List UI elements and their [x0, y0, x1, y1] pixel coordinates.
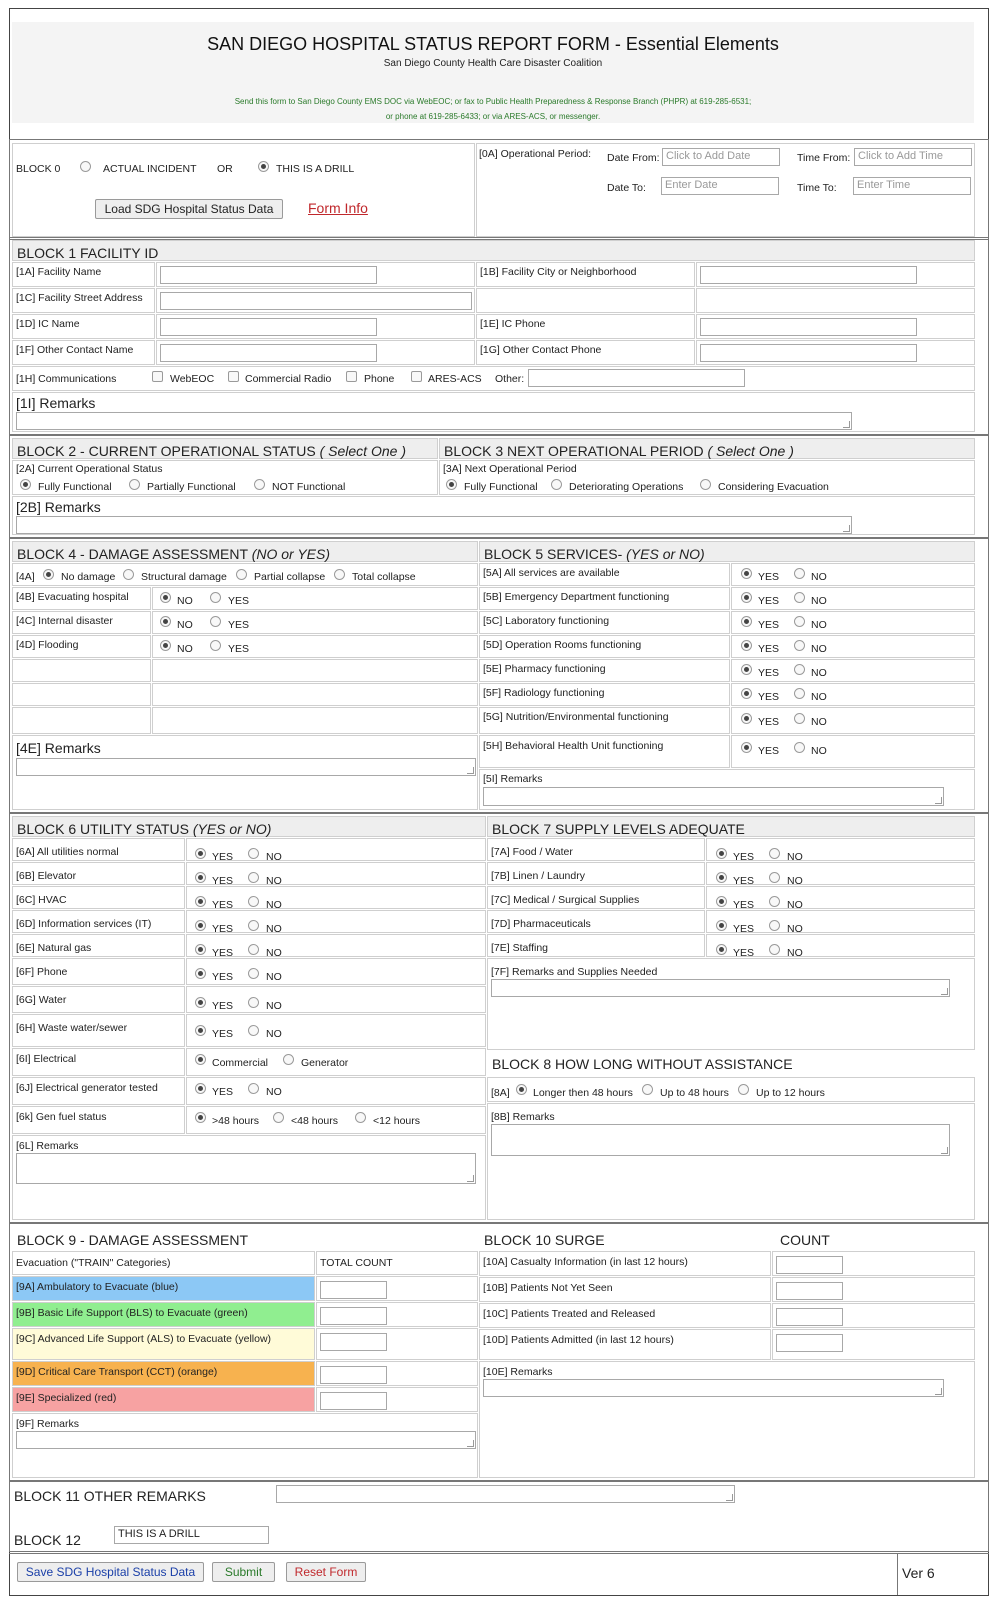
row-4d-no-label: NO — [177, 643, 193, 655]
other-contact-phone-input[interactable] — [700, 344, 917, 362]
commercial-radio-label: Commercial Radio — [245, 373, 332, 385]
row-6c-yes-label: YES — [212, 899, 234, 911]
row-9a-count-input[interactable] — [320, 1281, 387, 1299]
up-to-12-radio[interactable] — [738, 1084, 749, 1095]
remarks-5i-textarea[interactable] — [483, 787, 944, 806]
remarks-1i-textarea[interactable] — [16, 412, 852, 430]
row-9b-count-input[interactable] — [320, 1307, 387, 1325]
other-comm-input[interactable] — [528, 369, 745, 387]
row-6a-no-radio[interactable] — [248, 848, 259, 859]
row-5e-yes-radio[interactable] — [741, 664, 752, 675]
form-info-link[interactable]: Form Info — [308, 200, 368, 216]
ic-phone-label: [1E] IC Phone — [480, 318, 546, 330]
time-from-input[interactable]: Click to Add Time — [854, 148, 972, 166]
row-4-empty-2b — [152, 683, 478, 706]
row-5d-no-radio[interactable] — [794, 640, 805, 651]
ic-name-label: [1D] IC Name — [16, 318, 80, 330]
row-7b-no-radio[interactable] — [769, 872, 780, 883]
row-10d-label: [10D] Patients Admitted (in last 12 hours) — [483, 1334, 674, 1346]
remarks-10e-textarea[interactable] — [483, 1379, 944, 1397]
row-5c-yes-radio[interactable] — [741, 616, 752, 627]
fuel-48plus-radio[interactable] — [195, 1112, 206, 1123]
facility-city-label: [1B] Facility City or Neighborhood — [480, 266, 637, 278]
row-5c-no-radio[interactable] — [794, 616, 805, 627]
row-4b-value-cell — [152, 587, 478, 610]
row-9e-count-input[interactable] — [320, 1392, 387, 1410]
row-7d-no-radio[interactable] — [769, 920, 780, 931]
row-6g-yes-radio[interactable] — [195, 997, 206, 1008]
row-4c-yes-radio[interactable] — [210, 616, 221, 627]
row-6e-no-label: NO — [266, 947, 282, 959]
row-4-empty-2 — [12, 683, 151, 706]
row-5g-no-radio[interactable] — [794, 713, 805, 724]
row-6f-no-radio[interactable] — [248, 968, 259, 979]
time-to-label: Time To: — [797, 182, 837, 194]
row-10a-count-input[interactable] — [776, 1256, 843, 1274]
form-instructions — [12, 94, 974, 124]
block-5-title-note: (YES or NO) — [626, 546, 705, 562]
block-10-count-header: COUNT — [780, 1232, 830, 1248]
row-7d-no-label: NO — [787, 923, 803, 935]
row-6a-yes-radio[interactable] — [195, 848, 206, 859]
row-9c-label: [9C] Advanced Life Support (ALS) to Evacuate (yellow) — [16, 1333, 272, 1345]
current-status-label: [2A] Current Operational Status — [16, 463, 163, 475]
block-11-remarks-textarea[interactable] — [276, 1485, 735, 1503]
time-to-input[interactable]: Enter Time — [853, 177, 971, 195]
row-6b-yes-radio[interactable] — [195, 872, 206, 883]
commercial-label: Commercial — [212, 1057, 269, 1069]
row-7e-label: [7E] Staffing — [491, 942, 549, 954]
row-5h-label: [5H] Behavioral Health Unit functioning — [483, 740, 664, 752]
row-6f-label: [6F] Phone — [16, 966, 68, 978]
reset-form-button[interactable]: Reset Form — [286, 1562, 366, 1582]
row-6d-no-radio[interactable] — [248, 920, 259, 931]
row-6c-yes-radio[interactable] — [195, 896, 206, 907]
row-5f-label: [5F] Radiology functioning — [483, 687, 605, 699]
row-10b-label: [10B] Patients Not Yet Seen — [483, 1282, 613, 1294]
row-7c-no-radio[interactable] — [769, 896, 780, 907]
row-4d-value-cell — [152, 635, 478, 658]
row-5d-no-label: NO — [811, 643, 827, 655]
remarks-9f-label: [9F] Remarks — [16, 1418, 80, 1430]
no-damage-label: No damage — [61, 571, 116, 583]
row-4-empty-3b — [152, 707, 478, 734]
row-4c-no-radio[interactable] — [160, 616, 171, 627]
row-6h-yes-label: YES — [212, 1028, 234, 1040]
row-6a-label: [6A] All utilities normal — [16, 846, 119, 858]
block-4-title-text: BLOCK 4 - DAMAGE ASSESSMENT — [17, 546, 252, 562]
block-3-title-note: ( Select One ) — [707, 443, 794, 459]
partially-functional-radio[interactable] — [129, 479, 140, 490]
row-6j-yes-radio[interactable] — [195, 1083, 206, 1094]
ares-acs-label: ARES-ACS — [428, 373, 482, 385]
remarks-4e-textarea[interactable] — [16, 758, 476, 776]
form-title: SAN DIEGO HOSPITAL STATUS REPORT FORM - Essential Elements — [207, 34, 779, 54]
row-7e-no-label: NO — [787, 947, 803, 959]
row-10c-count-input[interactable] — [776, 1308, 843, 1326]
fuel-12-radio[interactable] — [355, 1112, 366, 1123]
remarks-7f-label: [7F] Remarks and Supplies Needed — [491, 966, 658, 978]
remarks-5i-label: [5I] Remarks — [483, 773, 543, 785]
row-5d-yes-radio[interactable] — [741, 640, 752, 651]
row-7b-label: [7B] Linen / Laundry — [491, 870, 585, 882]
row-6f-yes-label: YES — [212, 971, 234, 983]
row-7a-no-radio[interactable] — [769, 848, 780, 859]
row-7d-label: [7D] Pharmaceuticals — [491, 918, 591, 930]
next-period-label: [3A] Next Operational Period — [443, 463, 577, 475]
phone-label: Phone — [364, 373, 395, 385]
total-collapse-radio[interactable] — [334, 569, 345, 580]
row-6d-yes-radio[interactable] — [195, 920, 206, 931]
partially-functional-label: Partially Functional — [147, 481, 236, 493]
row-7a-label: [7A] Food / Water — [491, 846, 573, 858]
date-from-input[interactable]: Click to Add Date — [662, 148, 780, 166]
save-data-button[interactable]: Save SDG Hospital Status Data — [17, 1562, 204, 1582]
remarks-8b-textarea[interactable] — [491, 1124, 950, 1156]
block-11-title: BLOCK 11 OTHER REMARKS — [14, 1488, 206, 1504]
considering-evac-label: Considering Evacuation — [718, 481, 829, 493]
facility-address-label: [1C] Facility Street Address — [16, 292, 143, 304]
block-5-title — [479, 541, 975, 562]
row-7b-yes-radio[interactable] — [716, 872, 727, 883]
row-6c-no-radio[interactable] — [248, 896, 259, 907]
row-6j-no-label: NO — [266, 1086, 282, 1098]
row-9d-label: [9D] Critical Care Transport (CCT) (orange) — [16, 1366, 218, 1378]
row-10a-label: [10A] Casualty Information (in last 12 hours) — [483, 1256, 688, 1268]
row-7b-yes-label: YES — [733, 875, 755, 887]
row-6c-label: [6C] HVAC — [16, 894, 67, 906]
longer-48-radio[interactable] — [516, 1084, 527, 1095]
row-4b-no-radio[interactable] — [160, 592, 171, 603]
row-5b-no-label: NO — [811, 595, 827, 607]
webeoc-label: WebEOC — [170, 373, 215, 385]
row-5c-yes-label: YES — [758, 619, 780, 631]
next-fully-functional-radio[interactable] — [446, 479, 457, 490]
instruction-line-2: or phone at 619-285-6433; or via ARES-ACS, or messenger. — [385, 112, 601, 121]
row-10d-count-input[interactable] — [776, 1334, 843, 1352]
row-10b-count-input[interactable] — [776, 1282, 843, 1300]
row-5b-yes-radio[interactable] — [741, 592, 752, 603]
remarks-10e-label: [10E] Remarks — [483, 1366, 553, 1378]
row-5h-yes-radio[interactable] — [741, 742, 752, 753]
row-7e-yes-label: YES — [733, 947, 755, 959]
row-4-empty-3 — [12, 707, 151, 734]
block-10-title-text: BLOCK 10 SURGE — [484, 1232, 605, 1248]
row-4b-yes-label: YES — [228, 595, 250, 607]
time-from-label: Time From: — [797, 152, 851, 164]
row-5b-no-radio[interactable] — [794, 592, 805, 603]
row-5g-yes-radio[interactable] — [741, 713, 752, 724]
row-4b-yes-radio[interactable] — [210, 592, 221, 603]
block-1-title: BLOCK 1 FACILITY ID — [12, 240, 975, 261]
ic-phone-input[interactable] — [700, 318, 917, 336]
row-8a-label: [8A] — [491, 1087, 510, 1099]
fuel-48plus-label: >48 hours — [212, 1115, 259, 1127]
row-7c-yes-radio[interactable] — [716, 896, 727, 907]
row-6j-label: [6J] Electrical generator tested — [16, 1082, 158, 1094]
row-9c-count-input[interactable] — [320, 1333, 387, 1351]
partial-collapse-label: Partial collapse — [254, 571, 326, 583]
deteriorating-radio[interactable] — [551, 479, 562, 490]
other-label: Other: — [495, 373, 525, 385]
block-0-cell — [12, 143, 475, 237]
row-9d-count-input[interactable] — [320, 1366, 387, 1384]
remarks-8b-label: [8B] Remarks — [491, 1111, 555, 1123]
actual-incident-label: ACTUAL INCIDENT — [103, 163, 197, 175]
row-5h-yes-label: YES — [758, 745, 780, 757]
row-6e-label: [6E] Natural gas — [16, 942, 92, 954]
row-4c-value-cell — [152, 611, 478, 634]
row-5e-label: [5E] Pharmacy functioning — [483, 663, 606, 675]
other-contact-phone-label: [1G] Other Contact Phone — [480, 344, 602, 356]
row-6a-yes-label: YES — [212, 851, 234, 863]
no-damage-radio[interactable] — [43, 569, 54, 580]
row-6b-no-label: NO — [266, 875, 282, 887]
row-7d-yes-radio[interactable] — [716, 920, 727, 931]
remarks-6l-textarea[interactable] — [16, 1153, 476, 1184]
row-6c-no-label: NO — [266, 899, 282, 911]
row-10c-label: [10C] Patients Treated and Released — [483, 1308, 656, 1320]
row-4d-yes-label: YES — [228, 643, 250, 655]
row-6f-yes-radio[interactable] — [195, 968, 206, 979]
ic-name-input[interactable] — [160, 318, 377, 336]
up-to-12-label: Up to 12 hours — [756, 1087, 825, 1099]
row-5a-label: [5A] All services are available — [483, 567, 620, 579]
row-7c-yes-label: YES — [733, 899, 755, 911]
deteriorating-label: Deteriorating Operations — [569, 481, 684, 493]
row-7e-yes-radio[interactable] — [716, 944, 727, 955]
remarks-9f-textarea[interactable] — [16, 1431, 476, 1449]
row-4d-label: [4D] Flooding — [16, 639, 79, 651]
row-9a-label: [9A] Ambulatory to Evacuate (blue) — [16, 1281, 179, 1293]
up-to-48-label: Up to 48 hours — [660, 1087, 729, 1099]
row-7a-no-label: NO — [787, 851, 803, 863]
row-6h-yes-radio[interactable] — [195, 1025, 206, 1036]
generator-radio[interactable] — [283, 1054, 294, 1065]
row-6h-no-label: NO — [266, 1028, 282, 1040]
facility-address-input[interactable] — [160, 292, 472, 310]
row-8b-cell — [487, 1103, 975, 1220]
remarks-4e-label: [4E] Remarks — [16, 740, 101, 756]
row-5d-yes-label: YES — [758, 643, 780, 655]
ares-acs-checkbox[interactable] — [411, 371, 422, 382]
date-to-input[interactable]: Enter Date — [661, 177, 779, 195]
row-7c-no-label: NO — [787, 899, 803, 911]
row-6b-no-radio[interactable] — [248, 872, 259, 883]
row-6e-yes-radio[interactable] — [195, 944, 206, 955]
row-4a-label: [4A] — [16, 571, 35, 583]
other-contact-name-label: [1F] Other Contact Name — [16, 344, 134, 356]
block-2-title-text: BLOCK 2 - CURRENT OPERATIONAL STATUS — [17, 443, 320, 459]
row-1c-empty-cell — [476, 288, 695, 313]
row-5h-no-radio[interactable] — [794, 742, 805, 753]
next-fully-functional-label: Fully Functional — [464, 481, 538, 493]
row-1c-empty-cell-2 — [696, 288, 975, 313]
row-5g-no-label: NO — [811, 716, 827, 728]
row-6j-no-radio[interactable] — [248, 1083, 259, 1094]
webeoc-checkbox[interactable] — [152, 371, 163, 382]
row-6e-yes-label: YES — [212, 947, 234, 959]
row-6j-yes-label: YES — [212, 1086, 234, 1098]
row-7d-yes-label: YES — [733, 923, 755, 935]
row-4c-label: [4C] Internal disaster — [16, 615, 113, 627]
row-6f-no-label: NO — [266, 971, 282, 983]
remarks-2b-textarea[interactable] — [16, 516, 852, 534]
block-3-title-text: BLOCK 3 NEXT OPERATIONAL PERIOD — [444, 443, 708, 459]
row-6d-label: [6D] Information services (IT) — [16, 918, 152, 930]
row-5g-yes-label: YES — [758, 716, 780, 728]
other-contact-name-input[interactable] — [160, 344, 377, 362]
remarks-1i-label: [1I] Remarks — [16, 395, 96, 411]
op-period-label: [0A] Operational Period: — [479, 148, 592, 160]
block-4-title-note: (NO or YES) — [251, 546, 331, 562]
row-5a-no-radio[interactable] — [794, 568, 805, 579]
row-6h-label: [6H] Waste water/sewer — [16, 1022, 128, 1034]
row-5a-yes-radio[interactable] — [741, 568, 752, 579]
version-label: Ver 6 — [902, 1565, 935, 1581]
row-6d-yes-label: YES — [212, 923, 234, 935]
row-5f-yes-radio[interactable] — [741, 688, 752, 699]
row-5b-yes-label: YES — [758, 595, 780, 607]
remarks-6l-label: [6L] Remarks — [16, 1140, 79, 1152]
block-7-title: BLOCK 7 SUPPLY LEVELS ADEQUATE — [487, 816, 975, 837]
row-6g-no-label: NO — [266, 1000, 282, 1012]
row-5d-label: [5D] Operation Rooms functioning — [483, 639, 642, 651]
fully-functional-label: Fully Functional — [38, 481, 112, 493]
row-6k-label: [6k] Gen fuel status — [16, 1111, 107, 1123]
row-5f-no-label: NO — [811, 691, 827, 703]
block-6-title — [12, 816, 486, 837]
row-6b-yes-label: YES — [212, 875, 234, 887]
facility-name-input[interactable] — [160, 266, 377, 284]
fuel-48-radio[interactable] — [273, 1112, 284, 1123]
block-6-title-text: BLOCK 6 UTILITY STATUS — [17, 821, 193, 837]
row-4c-no-label: NO — [177, 619, 193, 631]
row-6e-no-radio[interactable] — [248, 944, 259, 955]
block-10-title — [479, 1227, 975, 1249]
not-functional-label: NOT Functional — [272, 481, 346, 493]
row-5a-no-label: NO — [811, 571, 827, 583]
row-4-empty-1 — [12, 659, 151, 682]
block-12-title: BLOCK 12 — [14, 1532, 81, 1548]
block-2-title — [12, 438, 438, 459]
row-5e-no-label: NO — [811, 667, 827, 679]
block-3-title — [439, 438, 975, 459]
date-from-label: Date From: — [607, 152, 660, 164]
row-6i-label: [6I] Electrical — [16, 1053, 77, 1065]
row-7c-label: [7C] Medical / Surgical Supplies — [491, 894, 640, 906]
or-label: OR — [217, 163, 233, 175]
actual-incident-radio[interactable] — [80, 161, 91, 172]
drill-label: THIS IS A DRILL — [276, 163, 355, 175]
block-4-title — [12, 541, 478, 562]
phone-checkbox[interactable] — [346, 371, 357, 382]
footer-divider — [897, 1554, 898, 1595]
row-6h-no-radio[interactable] — [248, 1025, 259, 1036]
form-subtitle: San Diego County Health Care Disaster Coalition — [383, 58, 603, 69]
row-6b-label: [6B] Elevator — [16, 870, 77, 882]
row-5f-yes-label: YES — [758, 691, 780, 703]
row-5e-yes-label: YES — [758, 667, 780, 679]
row-6a-no-label: NO — [266, 851, 282, 863]
commercial-radio[interactable] — [195, 1054, 206, 1065]
row-5c-label: [5C] Laboratory functioning — [483, 615, 610, 627]
instruction-line-1: Send this form to San Diego County EMS DOC via WebEOC; or fax to Public Health Preparedness & Response Branch (PHPR) at 619-285-6531; — [234, 97, 752, 106]
row-5b-label: [5B] Emergency Department functioning — [483, 591, 670, 603]
row-4c-yes-label: YES — [228, 619, 250, 631]
fuel-12-label: <12 hours — [373, 1115, 420, 1127]
row-5a-yes-label: YES — [758, 571, 780, 583]
total-collapse-label: Total collapse — [352, 571, 416, 583]
row-4d-no-radio[interactable] — [160, 640, 171, 651]
row-5f-no-radio[interactable] — [794, 688, 805, 699]
row-6d-no-label: NO — [266, 923, 282, 935]
row-4d-yes-radio[interactable] — [210, 640, 221, 651]
structural-damage-label: Structural damage — [141, 571, 227, 583]
partial-collapse-radio[interactable] — [236, 569, 247, 580]
row-6g-label: [6G] Water — [16, 994, 67, 1006]
total-count-header: TOTAL COUNT — [320, 1257, 393, 1269]
facility-city-input[interactable] — [700, 266, 917, 284]
block-8-title: BLOCK 8 HOW LONG WITHOUT ASSISTANCE — [487, 1051, 975, 1075]
row-6g-yes-label: YES — [212, 1000, 234, 1012]
remarks-7f-textarea[interactable] — [491, 979, 950, 997]
communications-label: [1H] Communications — [16, 373, 117, 385]
row-4b-no-label: NO — [177, 595, 193, 607]
block-9-title: BLOCK 9 - DAMAGE ASSESSMENT — [12, 1227, 478, 1249]
generator-label: Generator — [301, 1057, 349, 1069]
block-6-title-note: (YES or NO) — [192, 821, 272, 837]
block-12-input[interactable]: THIS IS A DRILL — [114, 1526, 269, 1544]
considering-evac-radio[interactable] — [700, 479, 711, 490]
longer-48-label: Longer then 48 hours — [533, 1087, 633, 1099]
row-5h-no-label: NO — [811, 745, 827, 757]
up-to-48-radio[interactable] — [642, 1084, 653, 1095]
row-7a-yes-radio[interactable] — [716, 848, 727, 859]
row-4-empty-1b — [152, 659, 478, 682]
row-7e-no-radio[interactable] — [769, 944, 780, 955]
row-5g-label: [5G] Nutrition/Environmental functioning — [483, 711, 669, 723]
row-4b-label: [4B] Evacuating hospital — [16, 591, 129, 603]
commercial-radio-checkbox[interactable] — [228, 371, 239, 382]
row-9b-label: [9B] Basic Life Support (BLS) to Evacuate (green) — [16, 1307, 248, 1319]
submit-button[interactable]: Submit — [212, 1562, 275, 1582]
row-5c-no-label: NO — [811, 619, 827, 631]
structural-damage-radio[interactable] — [123, 569, 134, 580]
block-2-title-note: ( Select One ) — [319, 443, 406, 459]
row-7a-yes-label: YES — [733, 851, 755, 863]
row-9e-label: [9E] Specialized (red) — [16, 1392, 117, 1404]
form-header — [12, 22, 974, 123]
remarks-2b-label: [2B] Remarks — [16, 499, 101, 515]
fully-functional-radio[interactable] — [20, 479, 31, 490]
drill-radio[interactable] — [258, 161, 269, 172]
not-functional-radio[interactable] — [254, 479, 265, 490]
load-data-button[interactable]: Load SDG Hospital Status Data — [95, 199, 283, 219]
evac-categories-header: Evacuation ("TRAIN" Categories) — [16, 1257, 171, 1269]
block-0-label: BLOCK 0 — [16, 163, 61, 175]
row-5e-no-radio[interactable] — [794, 664, 805, 675]
fuel-48-label: <48 hours — [291, 1115, 338, 1127]
block-5-title-text: BLOCK 5 SERVICES- — [484, 546, 627, 562]
facility-name-label: [1A] Facility Name — [16, 266, 102, 278]
date-to-label: Date To: — [607, 182, 646, 194]
row-6g-no-radio[interactable] — [248, 997, 259, 1008]
row-7b-no-label: NO — [787, 875, 803, 887]
